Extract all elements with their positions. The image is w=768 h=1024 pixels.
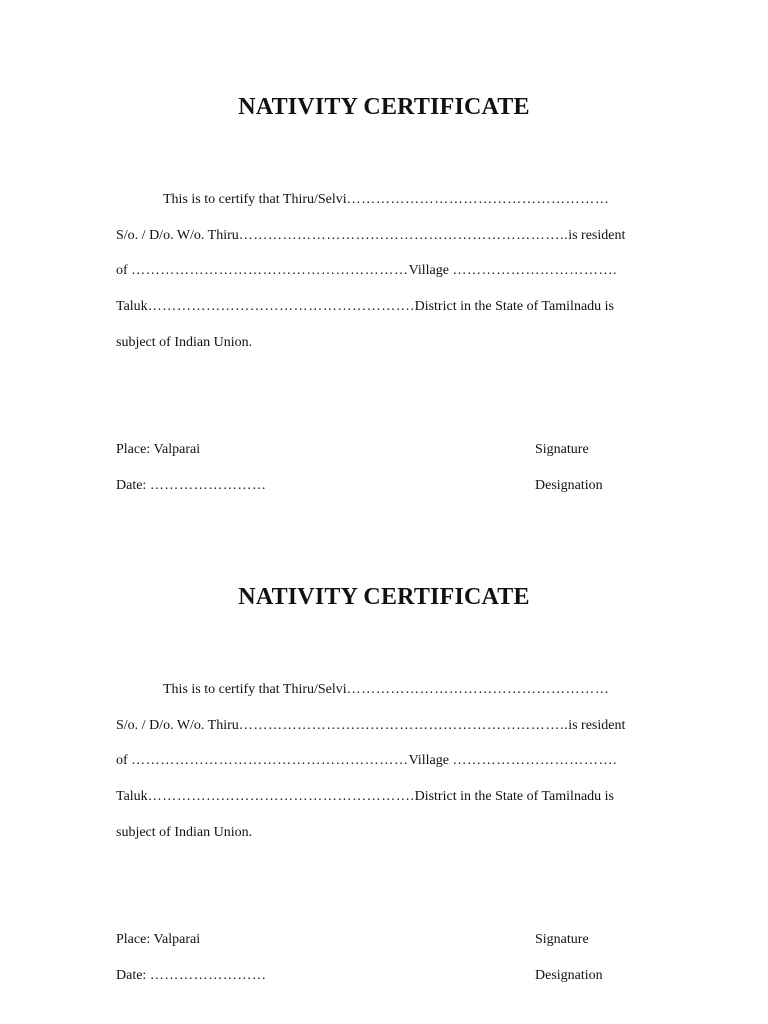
union-line: subject of Indian Union. <box>116 825 253 840</box>
date-label: Date: <box>116 968 147 983</box>
address-blank: ………………………………………………… <box>131 263 409 278</box>
parent-text: S/o. / D/o. W/o. Thiru <box>116 718 239 733</box>
name-blank: ……………………………………………… <box>346 682 610 697</box>
district-text: District in the State of Tamilnadu is <box>414 789 614 804</box>
parent-line <box>116 228 653 244</box>
taluk-line <box>116 789 653 805</box>
of-text: of <box>116 263 128 278</box>
date-blank: …………………… <box>149 968 267 983</box>
of-text: of <box>116 753 128 768</box>
district-text: District in the State of Tamilnadu is <box>414 299 614 314</box>
certificate-2 <box>0 490 768 983</box>
parent-blank: ………………………………………………………….. <box>238 228 569 243</box>
signature-label: Signature <box>535 932 589 947</box>
parent-text: S/o. / D/o. W/o. Thiru <box>116 228 239 243</box>
taluk-text: Taluk <box>116 299 148 314</box>
certify-text: This is to certify that Thiru/Selvi <box>163 192 347 207</box>
village-line <box>116 263 653 279</box>
village-blank: ……………………………. <box>452 263 618 278</box>
signature-label: Signature <box>535 442 589 457</box>
certify-line <box>116 682 653 698</box>
village-text: Village <box>408 753 449 768</box>
place-label: Place: Valparai <box>116 442 201 457</box>
date-blank: …………………… <box>149 478 267 493</box>
designation-label: Designation <box>535 478 603 493</box>
certificate-title: NATIVITY CERTIFICATE <box>238 94 530 120</box>
village-blank: ……………………………. <box>452 753 618 768</box>
taluk-text: Taluk <box>116 789 148 804</box>
taluk-blank: ………………………………………………. <box>147 299 415 314</box>
date-label: Date: <box>116 478 147 493</box>
certify-line <box>116 192 653 208</box>
resident-text: is resident <box>568 228 626 243</box>
date-line <box>116 968 267 984</box>
resident-text: is resident <box>568 718 626 733</box>
taluk-line <box>116 299 653 315</box>
certify-text: This is to certify that Thiru/Selvi <box>163 682 347 697</box>
parent-line <box>116 718 653 734</box>
certificate-1 <box>0 0 768 493</box>
parent-blank: ………………………………………………………….. <box>238 718 569 733</box>
address-blank: ………………………………………………… <box>131 753 409 768</box>
union-line: subject of Indian Union. <box>116 335 253 350</box>
name-blank: ……………………………………………… <box>346 192 610 207</box>
place-label: Place: Valparai <box>116 932 201 947</box>
village-line <box>116 753 653 769</box>
designation-label: Designation <box>535 968 603 983</box>
taluk-blank: ………………………………………………. <box>147 789 415 804</box>
village-text: Village <box>408 263 449 278</box>
certificate-title: NATIVITY CERTIFICATE <box>238 584 530 610</box>
